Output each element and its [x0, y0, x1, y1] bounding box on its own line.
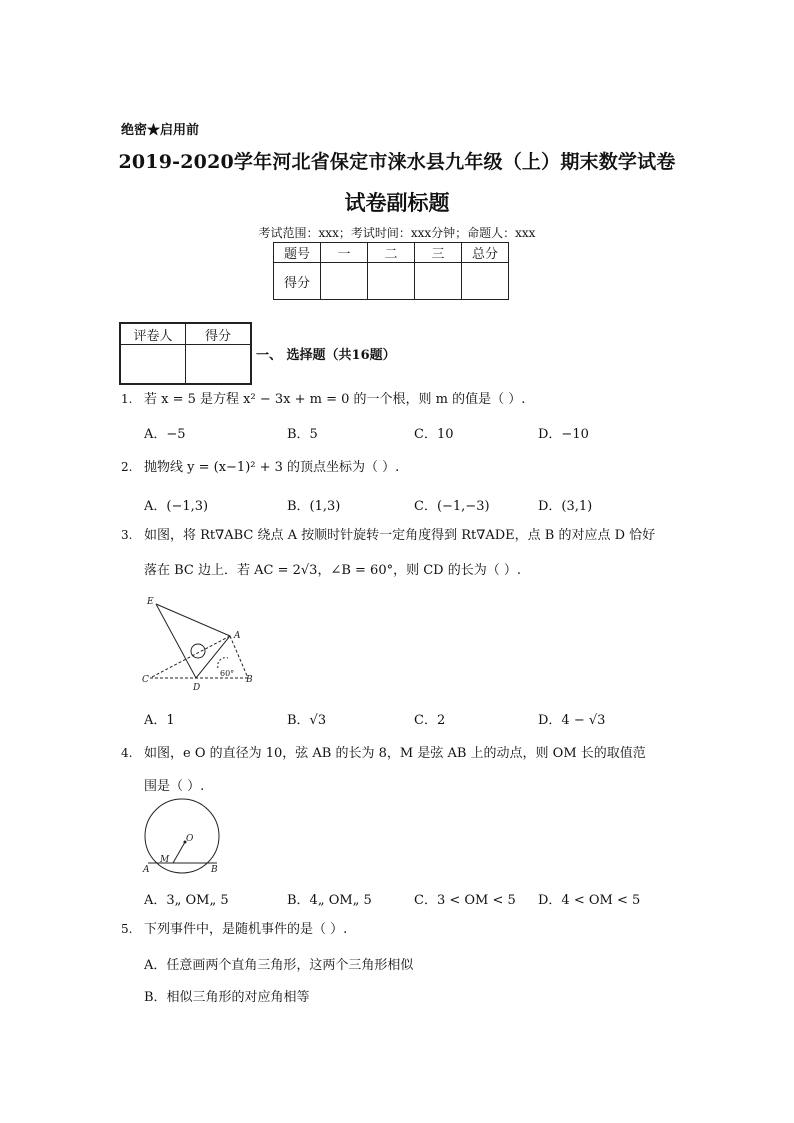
question-number: 2. — [121, 460, 133, 474]
option-d: D．4 − √3 — [538, 713, 606, 728]
circle-o — [145, 799, 219, 873]
option-c: C．(−1,−3) — [414, 499, 490, 514]
question-text: 抛物线 y = (x−1)² + 3 的顶点坐标为（ ）. — [144, 460, 400, 475]
score-cell — [415, 263, 462, 300]
label-angle: 60° — [220, 669, 235, 678]
grader-table — [119, 322, 252, 385]
label-m: M — [160, 855, 170, 865]
label-a: A — [234, 631, 241, 641]
option-a: A．−5 — [144, 427, 186, 442]
question-3-line-2: 落在 BC 边上．若 AC = 2√3，∠B = 60°，则 CD 的长为（ ）. — [144, 563, 522, 578]
exam-subtitle: 试卷副标题 — [344, 190, 450, 215]
grader-cell — [186, 345, 252, 385]
section-title: 一、 选择题（共16题） — [256, 348, 396, 363]
question-text: 如图，e O 的直径为 10，弦 AB 的长为 8，M 是弦 AB 上的动点，则 OM 长的取值范 — [144, 746, 646, 761]
score-cell — [462, 263, 509, 300]
segment-om — [173, 842, 185, 863]
option-b: B．4„ OM„ 5 — [287, 893, 372, 908]
score-header-cell: 二 — [368, 243, 415, 263]
triangle-ead — [156, 604, 230, 678]
question-number: 5. — [121, 922, 133, 936]
question-3-figure — [138, 594, 258, 694]
option-b: B．√3 — [287, 713, 327, 728]
grader-header-cell: 得分 — [186, 323, 252, 345]
score-header-cell: 三 — [415, 243, 462, 263]
label-e: E — [147, 597, 154, 607]
label-b: B — [246, 675, 253, 685]
option-b: B．5 — [287, 427, 318, 442]
question-3 — [121, 527, 655, 544]
option-b: B．(1,3) — [287, 499, 341, 514]
question-number: 1. — [121, 392, 133, 406]
question-number: 3. — [121, 528, 133, 542]
question-4-line-2: 围是（ ）. — [144, 779, 205, 794]
rotation-arc — [191, 644, 205, 658]
option-a: A．1 — [144, 713, 175, 728]
score-row-label: 得分 — [274, 263, 321, 300]
grader-cell — [120, 345, 186, 385]
option-b: B．相似三角形的对应角相等 — [144, 990, 310, 1005]
option-a: A．(−1,3) — [144, 499, 209, 514]
option-d: D．(3,1) — [538, 499, 593, 514]
question-5 — [121, 921, 347, 938]
option-a: A．3„ OM„ 5 — [144, 893, 229, 908]
option-a: A．任意画两个直角三角形，这两个三角形相似 — [144, 958, 414, 973]
option-d: D．4 < OM < 5 — [538, 893, 641, 908]
label-c: C — [142, 675, 149, 685]
question-4 — [121, 745, 646, 762]
label-a: A — [143, 865, 150, 875]
question-number: 4. — [121, 746, 133, 760]
score-header-cell: 一 — [321, 243, 368, 263]
label-o: O — [186, 834, 194, 844]
score-cell — [368, 263, 415, 300]
score-cell — [321, 263, 368, 300]
segment-ac — [150, 636, 230, 678]
question-text: 下列事件中，是随机事件的是（ ）. — [144, 922, 348, 937]
grader-header-cell: 评卷人 — [120, 323, 186, 345]
question-text: 如图，将 Rt∇ABC 绕点 A 按顺时针旋转一定角度得到 Rt∇ADE，点 B 的对应点 D 恰好 — [144, 528, 656, 543]
label-b: B — [211, 865, 218, 875]
question-4-figure — [138, 798, 228, 878]
option-c: C．10 — [414, 427, 454, 442]
score-table — [273, 242, 509, 300]
score-header-cell: 题号 — [274, 243, 321, 263]
score-header-cell: 总分 — [462, 243, 509, 263]
option-d: D．−10 — [538, 427, 589, 442]
exam-info: 考试范围：xxx；考试时间：xxx分钟；命题人：xxx — [258, 226, 536, 240]
question-2 — [121, 459, 399, 476]
exam-title: 2019-2020学年河北省保定市涞水县九年级（上）期末数学试卷 — [118, 151, 676, 173]
option-c: C．2 — [414, 713, 446, 728]
confidential-mark: 绝密★启用前 — [121, 123, 200, 138]
angle-mark — [218, 658, 228, 668]
question-text: 若 x = 5 是方程 x² − 3x + m = 0 的一个根，则 m 的值是（ ）. — [144, 392, 526, 407]
label-d: D — [193, 683, 201, 693]
question-1 — [121, 391, 525, 408]
option-c: C．3 < OM < 5 — [414, 893, 516, 908]
